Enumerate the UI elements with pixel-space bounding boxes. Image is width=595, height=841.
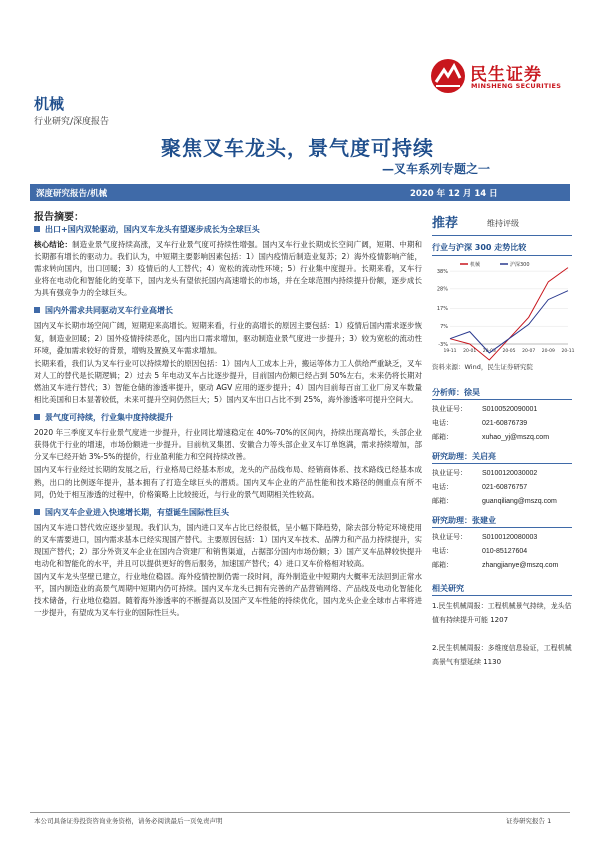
analyst-role: 研究助理：	[432, 452, 472, 461]
info-value: S0100520090001	[482, 406, 538, 413]
analyst-title	[432, 451, 496, 462]
paragraph-text: 长期来看，我们认为叉车行业可以持续增长的原因包括：1）国内人工成本上升，搬运等体力工人供给严重缺乏，叉车对人工的替代是长期逻辑；2）过去 5 年电动叉车占比逐步提升，目前国内份额已经占到 50%左右，未来仍将长期对燃油叉车进行替代；3）智能仓储的渗透率提升，驱动 AGV 应用的逐步提升；4）国内目前每百亩工业厂房叉车数量相比美国和日本显著较低，未来可提升空间仍然巨大；5）国内叉车出口占比不到 25%，海外渗透率可提升空间大。	[34, 358, 422, 405]
paragraph-lead: 核心结论：	[34, 240, 73, 249]
brand-name-en: MINSHENG SECURITIES	[471, 82, 562, 90]
chart-title: 行业与沪深 300 走势比较	[432, 243, 527, 252]
y-tick-label: 7%	[440, 324, 448, 331]
info-key: 电话：	[432, 419, 453, 427]
info-value: 021-60876739	[482, 420, 528, 427]
info-key: 邮箱：	[432, 561, 453, 569]
paragraph-text: 国内叉车行业经过长期的发展之后，行业格局已经基本形成，龙头的产品线布局、经销商体系、技术路线已经基本成熟，出口的比例逐年提升，基本拥有了打造全球巨头的潜质。国内叉车企业的产品性能和技术路径的侧重点有所不同，仍处于相互渗透的过程中，价格策略上比较接近，与行业的景气周期相关性较高。	[34, 465, 422, 499]
analyst-role: 研究助理：	[432, 516, 472, 525]
paragraph-text: 制造业景气度持续高涨，叉车行业景气度可持续性增强。国内叉车行业长期成长空间广阔，短期、中期和长期都有增长的驱动力。我们认为，中短期主要影响因素包括：1）国内疫情后制造业复苏；2）海外疫情影响产能，需求转向国内，出口回暖；3）疫情后的人工替代；4）宽松的流动性环境；5）行业集中度提升。长期来看，叉车行业将在电动化和智能化的变革下，国内龙头有望依托国内高速增长的市场，并在全球范围内持续提升份额，逐步成长为具有强竞争力的全球巨头。	[34, 240, 423, 298]
bullet-square-icon	[34, 509, 40, 515]
analyst-info-row	[432, 432, 572, 442]
analyst-title	[432, 515, 496, 526]
paragraph-text: 2020 年三季度叉车行业景气度进一步提升，行业同比增速稳定在 40%-70%的区间内，持续出现高增长，头部企业获得优于行业的增速，市场份额进一步提升。目前杭叉集团、安徽合力等头部企业叉车订单饱满，需求持续增加，部分叉车已经开始 3%-5%的提价，行业盈利能力和空间持续改善。	[34, 428, 422, 462]
x-tick-label: 20-07	[522, 349, 536, 354]
info-key: 执业证号：	[432, 405, 467, 413]
report-info-bar	[30, 184, 570, 201]
x-tick-label: 20-05	[502, 349, 516, 354]
series-line	[450, 268, 568, 360]
analyst-role: 分析师：	[432, 388, 464, 397]
paragraph	[34, 239, 422, 299]
y-tick-label: -3%	[438, 341, 448, 348]
analyst-info-row	[432, 532, 572, 542]
report-category: 深度研究报告/机械	[36, 189, 108, 199]
info-value: S0100120030002	[482, 470, 538, 477]
rating-sub: 维持评级	[487, 219, 519, 228]
divider	[432, 595, 572, 596]
summary-body	[34, 222, 422, 623]
paragraph	[34, 320, 422, 356]
report-type: 行业研究/深度报告	[34, 117, 110, 127]
bullet-square-icon	[34, 307, 40, 313]
related-report-link[interactable]: 1.民生机械周报：工程机械景气持续，龙头估值有持续提升可能 1207	[432, 602, 572, 624]
info-key: 电话：	[432, 483, 453, 491]
footer-divider	[30, 812, 570, 813]
minsheng-logo-icon	[430, 58, 466, 94]
rating-box	[432, 208, 572, 236]
section-heading	[34, 305, 422, 317]
paragraph	[34, 522, 422, 570]
bullet-square-icon	[34, 414, 40, 420]
info-key: 执业证号：	[432, 469, 467, 477]
x-tick-label: 20-11	[561, 349, 575, 354]
legend-label: 机械	[470, 262, 481, 268]
divider	[432, 255, 572, 256]
info-key: 电话：	[432, 547, 453, 555]
analyst-name: 张建业	[472, 516, 496, 525]
industry-label: 机械	[34, 95, 65, 113]
section-heading-text: 国内叉车企业进入快速增长期，有望诞生国际性巨头	[45, 507, 229, 517]
email-link[interactable]: xuhao_yj@mszq.com	[482, 434, 550, 441]
info-key: 邮箱：	[432, 497, 453, 505]
related-title: 相关研究	[432, 584, 464, 593]
y-tick-label: 38%	[436, 268, 448, 275]
brand-logo	[430, 58, 580, 98]
rating-main: 推荐	[432, 216, 459, 231]
trend-chart	[432, 258, 575, 358]
email-link[interactable]: zhangjianye@mszq.com	[482, 562, 559, 569]
footer-page: 证券研究报告 1	[506, 817, 552, 825]
x-tick-label: 20-01	[463, 349, 477, 354]
analyst-name: 关启亮	[472, 452, 496, 461]
analyst-title	[432, 387, 480, 398]
section-heading-text: 景气度可持续，行业集中度持续提升	[45, 413, 173, 423]
x-tick-label: 19-11	[443, 349, 457, 354]
info-key: 邮箱：	[432, 433, 453, 441]
chart-source: 资料来源：Wind，民生证券研究院	[432, 363, 533, 371]
analyst-info-row	[432, 468, 572, 478]
footer-disclaimer: 本公司具备证券投资咨询业务资格，请务必阅读最后一页免责声明	[34, 817, 223, 825]
analyst-name: 徐昊	[464, 388, 480, 397]
divider	[432, 399, 572, 400]
report-subtitle: —叉车系列专题之一	[381, 162, 490, 176]
analyst-info-row	[432, 560, 572, 570]
paragraph	[34, 464, 422, 500]
email-link[interactable]: guanqiliang@mszq.com	[482, 498, 557, 505]
report-title: 聚焦叉车龙头，景气度可持续	[161, 136, 434, 160]
paragraph-text: 国内叉车长期市场空间广阔，短期迎来高增长。短期来看，行业的高增长的原因主要包括：1）疫情后国内需求逐步恢复，制造业回暖；2）国外疫情持续恶化，国内出口需求增加，驱动制造业景气度进一步提升；3）较为宽松的流动性环境，叠加需求较好的背景，增购及置换叉车需求增加。	[34, 321, 422, 355]
analyst-info-row	[432, 404, 572, 414]
info-key: 执业证号：	[432, 533, 467, 541]
x-tick-label: 20-09	[541, 349, 555, 354]
paragraph-text: 国内叉车进口替代效应逐步显现。我们认为，国内进口叉车占比已经很低，呈小幅下降趋势，除去部分特定环境使用的叉车需要进口，国内需求基本已经实现国产替代。主要原因包括：1）国内叉车技术、品牌力和产品力持续提升，实现国产替代；2）部分外资叉车企业在国内合资建厂和销售渠道，占据部分国内市场份额；3）国产叉车品牌较快提升电动化和智能化的水平，并且可以提供更好的售后服务，加速国产替代；4）进口叉车价格相对较高。	[34, 522, 422, 568]
brand-name-cn: 民生证券	[470, 65, 542, 85]
y-tick-label: 17%	[436, 306, 448, 313]
analyst-info-row	[432, 482, 572, 492]
analyst-info-row	[432, 546, 572, 556]
analyst-info-row	[432, 496, 572, 506]
divider	[432, 527, 572, 528]
section-heading	[34, 507, 422, 519]
section-heading-text: 出口+国内双轮驱动，国内叉车龙头有望逐步成长为全球巨头	[45, 225, 260, 234]
y-tick-label: 28%	[436, 286, 448, 293]
legend-label: 沪深300	[510, 262, 530, 268]
section-heading	[34, 224, 422, 236]
section-heading	[34, 412, 422, 424]
info-value: S0100120080003	[482, 534, 538, 541]
related-report-link[interactable]: 2.民生机械周报：多维度信息验证，工程机械高景气有望延续 1130	[432, 644, 572, 666]
divider	[432, 463, 572, 464]
paragraph	[34, 358, 422, 406]
summary-label: 报告摘要：	[34, 212, 84, 223]
x-tick-label: 20-03	[482, 349, 496, 354]
info-value: 021-60876757	[482, 484, 528, 491]
paragraph	[34, 571, 422, 619]
info-value: 010-85127604	[482, 548, 528, 555]
bullet-square-icon	[34, 226, 40, 232]
report-date: 2020 年 12 月 14 日	[410, 189, 498, 199]
section-heading-text: 国内外需求共同驱动叉车行业高增长	[45, 306, 173, 316]
paragraph-text: 国内叉车龙头坚壁已建立，行业地位稳固。海外疫情控制仍需一段时间，海外制造业中短期内大概率无法回到正常水平，国内制造业的高景气周期中短期内仍可持续。国内叉车龙头已拥有完善的产品营销网络、产品线及电动化智能化技术储备，行业地位稳固。随着海外渗透率的不断提高以及国产叉车性能的持续优化，国内龙头企业全球市占率将进一步提升，有望成为叉车行业的国际性巨头。	[34, 572, 422, 618]
paragraph	[34, 427, 422, 463]
analyst-info-row	[432, 418, 572, 428]
